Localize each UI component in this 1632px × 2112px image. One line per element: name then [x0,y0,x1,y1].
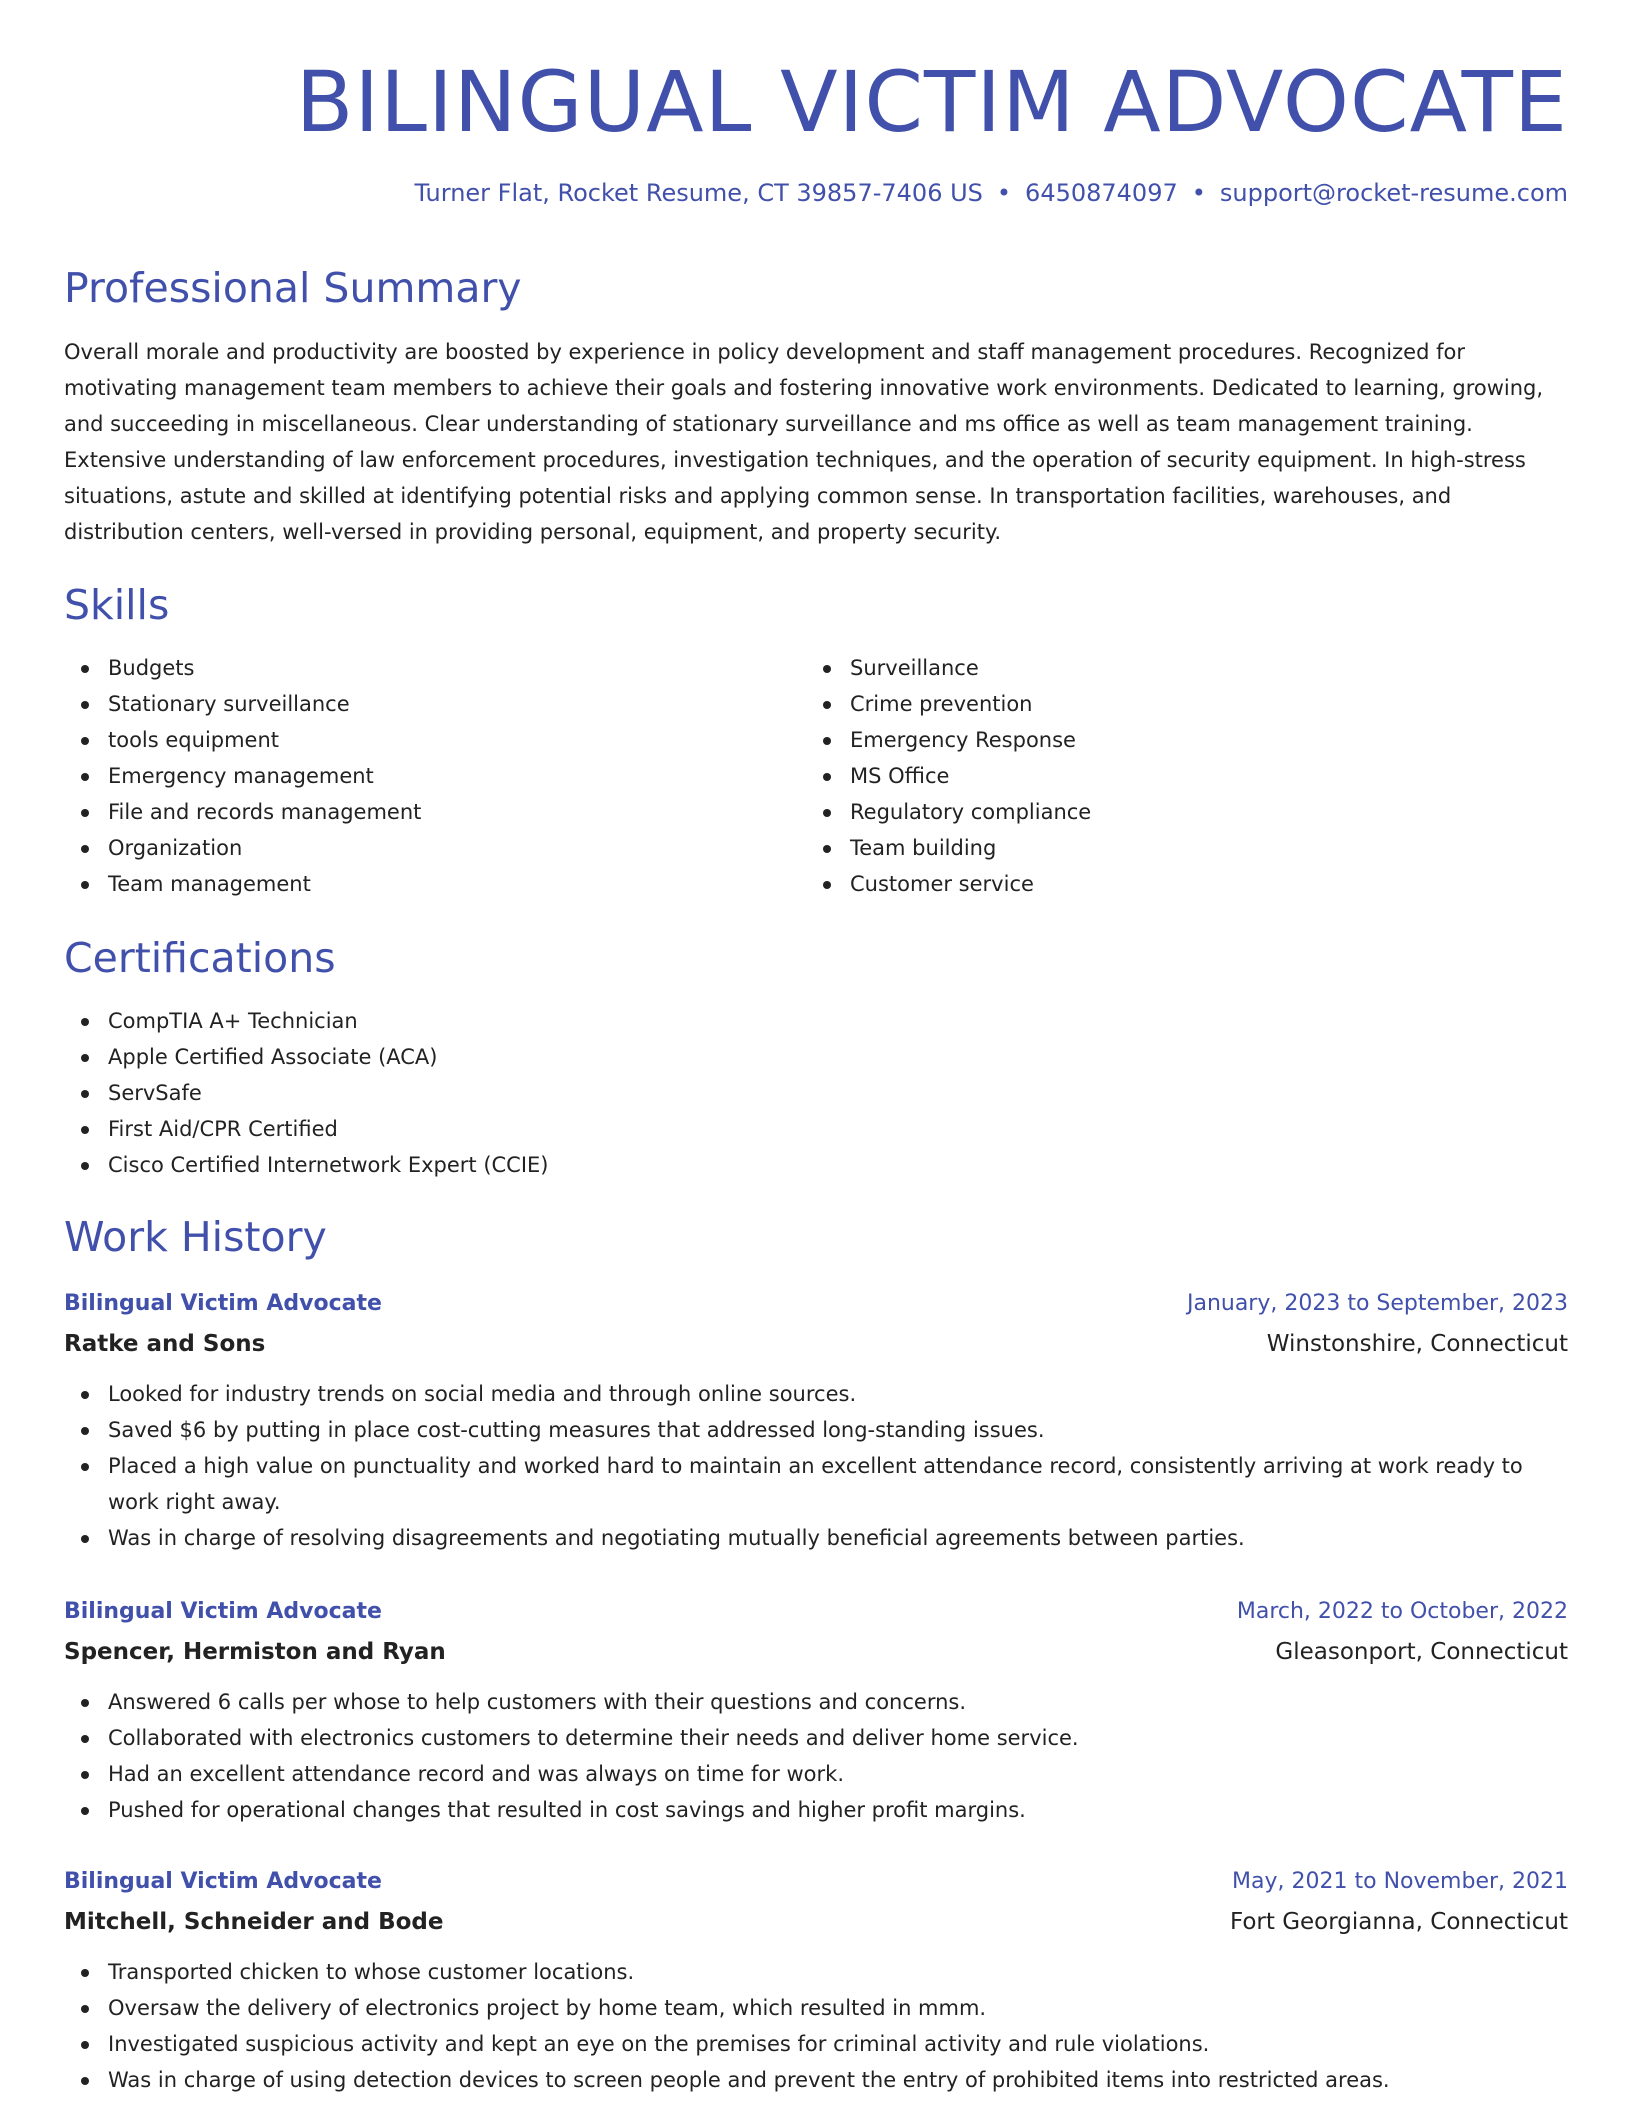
job-duty-item: Oversaw the delivery of electronics project by home team, which resulted in mmm. [64,1990,1568,2026]
certification-item: ServSafe [64,1075,1568,1111]
job-company-row [64,1902,1568,1942]
skill-item: Emergency Response [806,722,1546,758]
skills-list-left [64,650,804,902]
job-location: Winstonshire, Connecticut [1266,1331,1568,1357]
contact-separator: • [996,179,1012,207]
contact-phone[interactable]: 6450874097 [1025,179,1178,207]
skill-item: Regulatory compliance [806,794,1546,830]
job-duty-item: Had an excellent attendance record and was always on time for work. [64,1756,1568,1792]
skill-item: Team building [806,830,1546,866]
job-duties-list [64,1954,1568,2098]
certification-item: Cisco Certified Internetwork Expert (CCIE) [64,1147,1568,1183]
contact-address: Turner Flat, Rocket Resume, CT 39857-7406 US [414,179,983,207]
skill-item: Crime prevention [806,686,1546,722]
job-entry [64,1862,1568,2098]
certification-item: First Aid/CPR Certified [64,1111,1568,1147]
contact-line [415,178,1568,208]
skill-item: MS Office [806,758,1546,794]
job-location: Fort Georgianna, Connecticut [1229,1909,1568,1935]
resume-page [64,0,1568,2092]
job-duty-item: Saved $6 by putting in place cost-cutting measures that addressed long-standing issues. [64,1412,1568,1448]
job-duty-item: Answered 6 calls per whose to help customers with their questions and concerns. [64,1684,1568,1720]
job-entry [64,1284,1568,1556]
job-company: Spencer, Hermiston and Ryan [64,1639,446,1665]
job-entry [64,1592,1568,1828]
summary-heading: Professional Summary [64,264,522,312]
candidate-name: BILINGUAL VICTIM ADVOCATE [295,53,1568,151]
job-company-row [64,1632,1568,1672]
skill-item: Organization [64,830,804,866]
certifications-heading: Certifications [64,934,336,982]
job-company: Mitchell, Schneider and Bode [64,1909,444,1935]
job-company: Ratke and Sons [64,1331,266,1357]
skill-item: Stationary surveillance [64,686,804,722]
job-duty-item: Was in charge of resolving disagreements and negotiating mutually beneficial agreements between parties. [64,1520,1568,1556]
skill-item: Customer service [806,866,1546,902]
skill-item: Budgets [64,650,804,686]
job-company-row [64,1324,1568,1364]
job-header-row [64,1862,1568,1902]
skill-item: File and records management [64,794,804,830]
skill-item: tools equipment [64,722,804,758]
job-duties-list [64,1376,1568,1556]
job-duty-item: Was in charge of using detection devices to screen people and prevent the entry of prohibited items into restricted areas. [64,2062,1568,2098]
summary-text: Overall morale and productivity are boosted by experience in policy development and staff management procedures. Recognized for motivating management team members to achieve their goals and fostering innovative work environments. Dedicated to learning, growing, and succeeding in miscellaneous. Clear understanding of stationary surveillance and ms office as well as team management training. Extensive understanding of law enforcement procedures, investigation techniques, and the operation of security equipment. In high-stress situations, astute and skilled at identifying potential risks and applying common sense. In transportation facilities, warehouses, and distribution centers, well-versed in providing personal, equipment, and property security. [64,340,1544,544]
job-duty-item: Placed a high value on punctuality and worked hard to maintain an excellent attendance record, consistently arriving at work ready to work right away. [64,1448,1568,1520]
job-duty-item: Investigated suspicious activity and kept an eye on the premises for criminal activity and rule violations. [64,2026,1568,2062]
job-title: Bilingual Victim Advocate [64,1869,382,1894]
contact-email[interactable]: support@rocket-resume.com [1219,179,1568,207]
skills-heading: Skills [64,581,170,629]
certifications-list [64,1003,1568,1183]
certification-item: Apple Certified Associate (ACA) [64,1039,1568,1075]
job-title: Bilingual Victim Advocate [64,1291,382,1316]
job-dates: March, 2022 to October, 2022 [1236,1599,1568,1624]
job-location: Gleasonport, Connecticut [1275,1639,1568,1665]
resume-header [64,0,1568,152]
job-title: Bilingual Victim Advocate [64,1599,382,1624]
skill-item: Team management [64,866,804,902]
job-header-row [64,1592,1568,1632]
job-duty-item: Looked for industry trends on social media and through online sources. [64,1376,1568,1412]
certification-item: CompTIA A+ Technician [64,1003,1568,1039]
skills-list-right [806,650,1546,902]
job-header-row [64,1284,1568,1324]
job-duty-item: Transported chicken to whose customer locations. [64,1954,1568,1990]
skill-item: Surveillance [806,650,1546,686]
job-duty-item: Pushed for operational changes that resulted in cost savings and higher profit margins. [64,1792,1568,1828]
work-history-heading: Work History [64,1213,327,1261]
skill-item: Emergency management [64,758,804,794]
job-dates: May, 2021 to November, 2021 [1232,1869,1568,1894]
contact-separator: • [1191,179,1206,207]
job-duties-list [64,1684,1568,1828]
job-dates: January, 2023 to September, 2023 [1186,1291,1568,1316]
job-duty-item: Collaborated with electronics customers to determine their needs and deliver home service. [64,1720,1568,1756]
